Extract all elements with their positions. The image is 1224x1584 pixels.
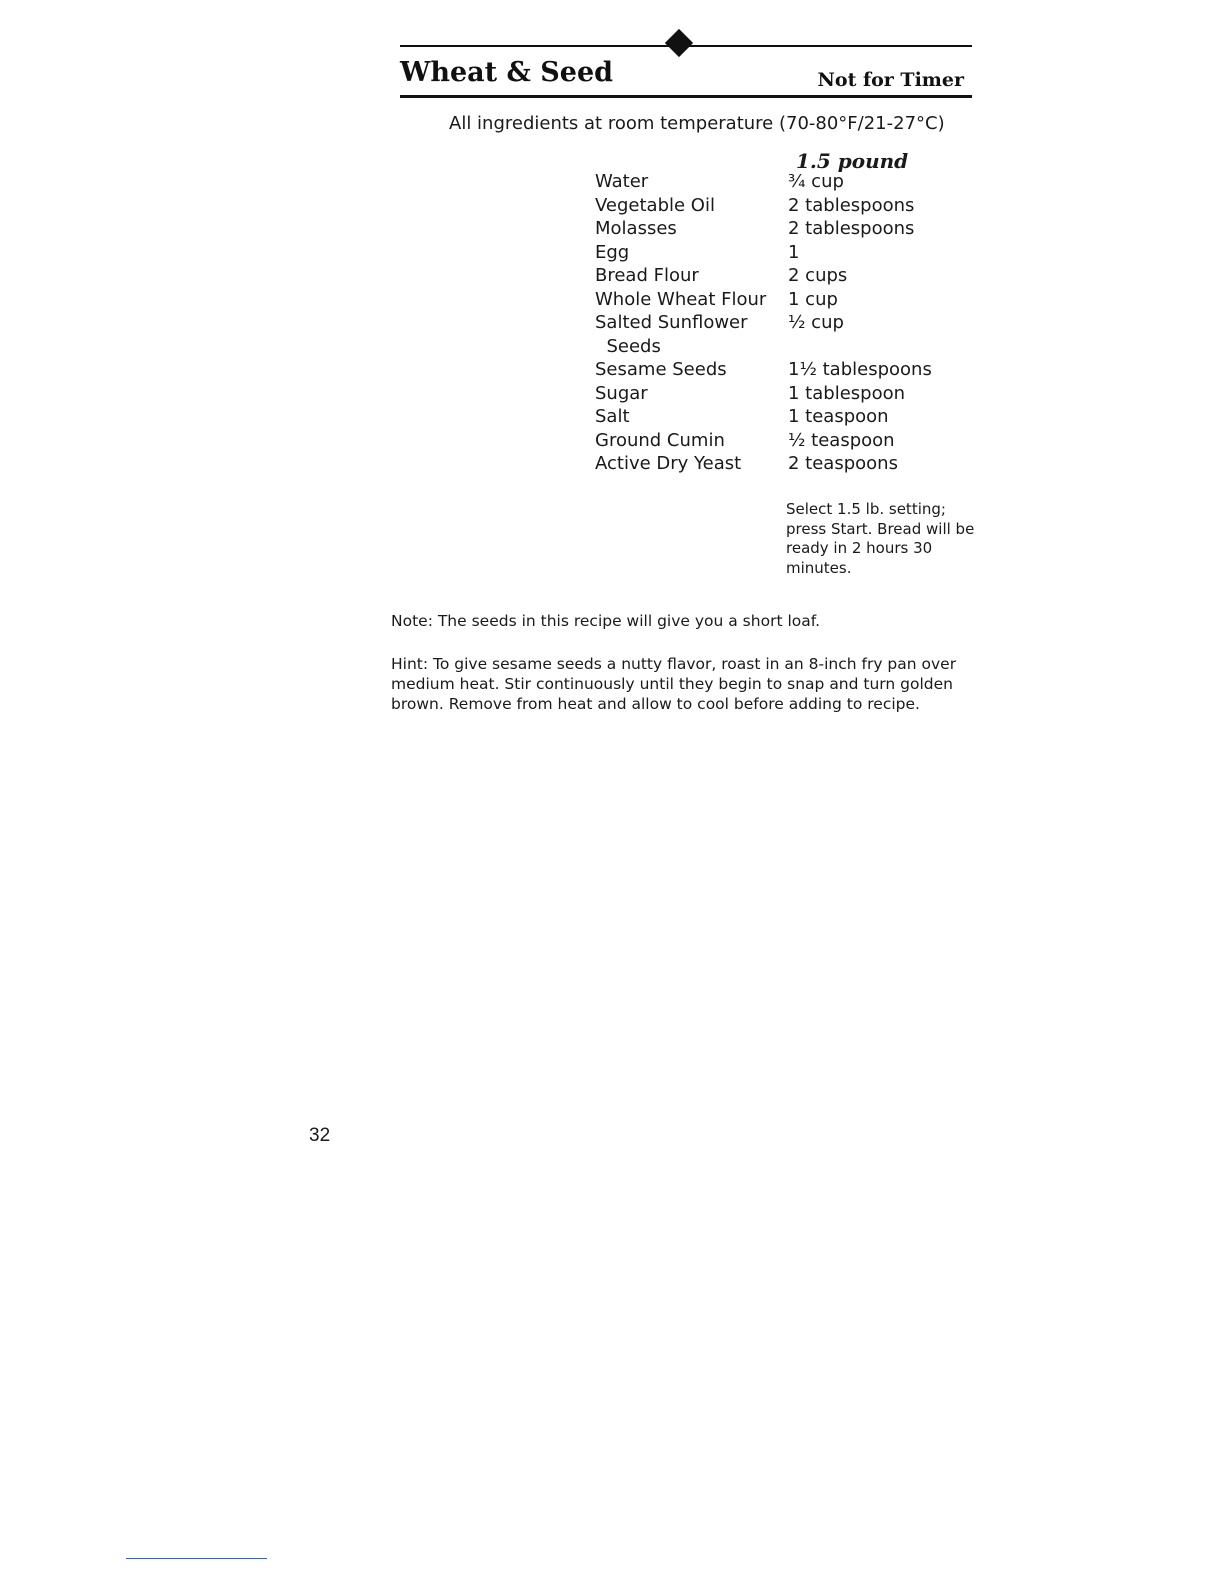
ingredient-row — [595, 288, 975, 312]
ingredient-row — [595, 194, 975, 218]
ingredient-name: Active Dry Yeast — [595, 453, 742, 474]
ingredient-row — [595, 405, 975, 429]
recipe-title: Wheat & Seed — [400, 57, 614, 88]
ingredient-name: Sesame Seeds — [595, 359, 727, 380]
page-number: 32 — [309, 1125, 331, 1146]
diamond-ornament-icon — [665, 29, 693, 57]
ingredient-row — [595, 264, 975, 288]
ingredient-amount: 1 tablespoon — [788, 382, 905, 404]
recipe-hint: Hint: To give sesame seeds a nutty flavor, roast in an 8-inch fry pan over medium heat. Stir continuously until they begin to snap and turn golden brown. Remove from heat and allow to cool before adding to recipe. — [391, 655, 957, 713]
ingredient-row — [595, 335, 975, 359]
ingredient-name: Water — [595, 171, 649, 192]
ingredient-row — [595, 170, 975, 194]
ingredient-amount — [788, 335, 975, 359]
ingredient-name: Salted Sunflower — [595, 312, 748, 333]
ingredient-amount: ¾ cup — [788, 171, 844, 192]
ingredient-amount: ½ cup — [788, 312, 844, 333]
ingredient-name: Egg — [595, 241, 630, 263]
recipe-note: Note: The seeds in this recipe will give you a short loaf. — [391, 612, 820, 630]
footer-rule — [126, 1558, 267, 1559]
ingredient-amount: 2 tablespoons — [788, 218, 915, 239]
intro-text: All ingredients at room temperature (70-80°F/21-27°C) — [449, 113, 945, 134]
title-rule — [400, 95, 972, 98]
ingredient-name: Ground Cumin — [595, 429, 725, 451]
ingredient-list — [595, 170, 975, 476]
ingredient-row — [595, 358, 975, 382]
ingredient-name: Sugar — [595, 382, 648, 404]
ingredient-amount: 1 teaspoon — [788, 406, 889, 427]
ingredient-amount: ½ teaspoon — [788, 429, 895, 451]
ingredient-name: Vegetable Oil — [595, 194, 715, 216]
ingredient-name: Bread Flour — [595, 265, 699, 286]
ingredient-amount: 1 cup — [788, 288, 838, 310]
ingredient-amount: 1 — [788, 241, 800, 263]
ingredient-name: Whole Wheat Flour — [595, 288, 767, 310]
timer-note: Not for Timer — [817, 69, 964, 91]
ingredient-row — [595, 452, 975, 476]
ingredient-row — [595, 429, 975, 453]
machine-instructions: Select 1.5 lb. setting; press Start. Bread will be ready in 2 hours 30 minutes. — [786, 500, 975, 577]
ingredient-amount: 2 teaspoons — [788, 453, 898, 474]
ingredient-row — [595, 241, 975, 265]
ingredient-name: Molasses — [595, 218, 677, 239]
ingredient-amount: 1½ tablespoons — [788, 359, 932, 380]
ingredient-name: Seeds — [595, 335, 661, 357]
ingredient-amount: 2 cups — [788, 265, 848, 286]
ingredient-row — [595, 217, 975, 241]
ingredient-row — [595, 311, 975, 335]
loaf-size-heading: 1.5 pound — [796, 149, 909, 173]
ingredient-row — [595, 382, 975, 406]
ingredient-name: Salt — [595, 406, 630, 427]
ingredient-amount: 2 tablespoons — [788, 194, 915, 216]
